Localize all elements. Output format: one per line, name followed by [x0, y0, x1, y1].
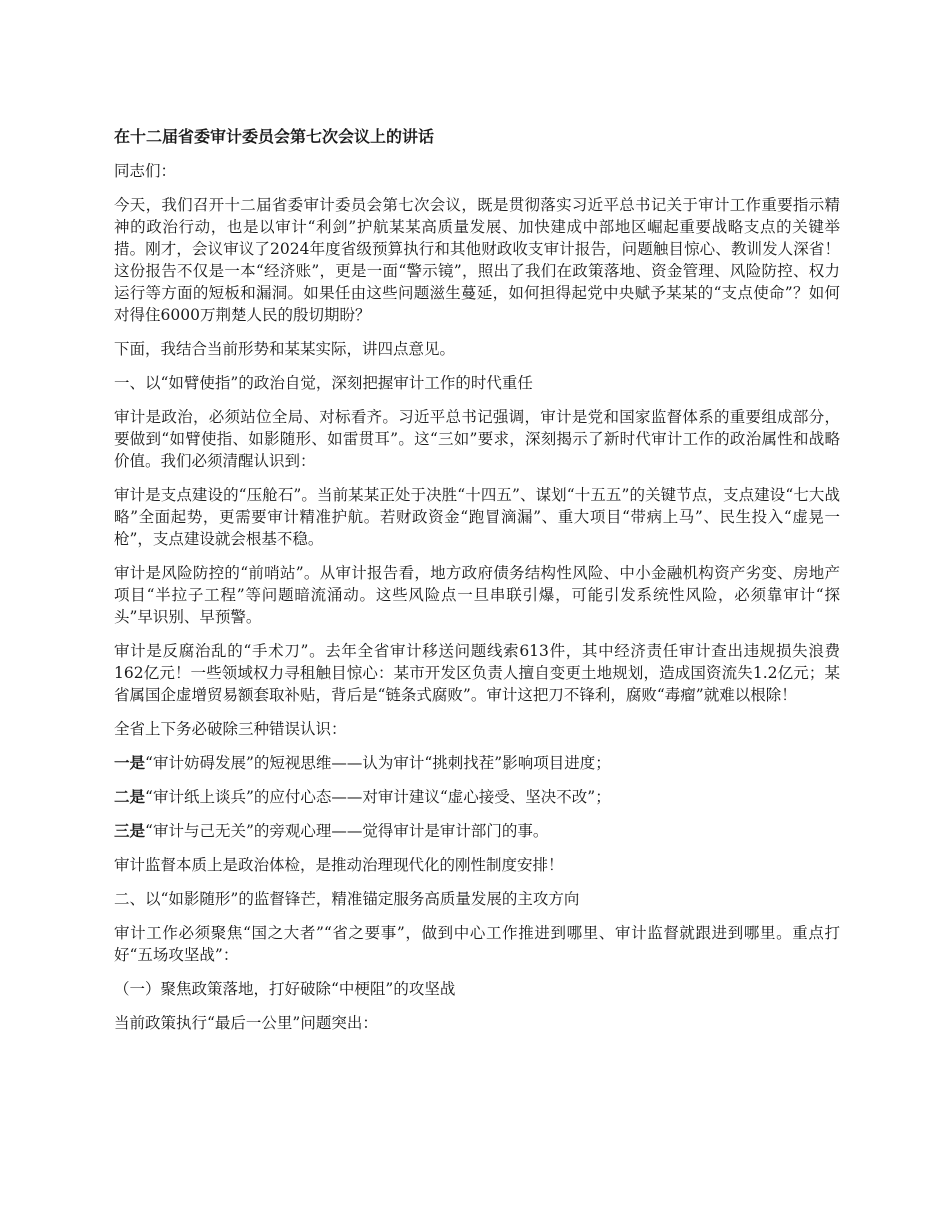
section-heading-1: 一、以“如臂使指”的政治自觉，深刻把握审计工作的时代重任 [114, 374, 533, 392]
misconception-3-lead: 三是 [114, 821, 146, 840]
paragraph-last-mile: 当前政策执行“最后一公里”问题突出： [114, 1014, 378, 1032]
misconception-1-text: “审计妨碍发展”的短视思维——认为审计“挑刺找茬”影响项目进度； [145, 754, 611, 772]
misconception-1 [114, 752, 840, 774]
paragraph-misconceptions-intro: 全省上下务必破除三种错误认识： [114, 720, 347, 738]
paragraph-outpost: 审计是风险防控的“前哨站”。从审计报告看，地方政府债务结构性风险、中小金融机构资产劣变、房地产项目“半拉子工程”等问题暗流涌动。这些风险点一旦串联引爆，可能引发系统性风险，必须靠审计“探头”早识别、早预警。 [114, 564, 840, 626]
misconception-3-text: “审计与己无关”的旁观心理——觉得审计是审计部门的事。 [145, 822, 549, 840]
misconception-2 [114, 786, 840, 808]
paragraph-outline: 下面，我结合当前形势和某某实际，讲四点意见。 [114, 340, 456, 358]
section-heading-2: 二、以“如影随形”的监督锋芒，精准锚定服务高质量发展的主攻方向 [114, 890, 580, 908]
paragraph-intro: 今天，我们召开十二届省委审计委员会第七次会议，既是贯彻落实习近平总书记关于审计工作重要指示精神的政治行动，也是以审计“利剑”护航某某高质量发展、加快建成中部地区崛起重要战略支点的关键举措。刚才，会议审议了2024年度省级预算执行和其他财政收支审计报告，问题触目惊心、教训发人深省！这份报告不仅是一本“经济账”，更是一面“警示镜”，照出了我们在政策落地、资金管理、风险防控、权力运行等方面的短板和漏洞。如果任由这些问题滋生蔓延，如何担得起党中央赋予某某的“支点使命”？如何对得住6000万荆楚人民的殷切期盼？ [114, 196, 840, 324]
paragraph-ballast: 审计是支点建设的“压舱石”。当前某某正处于决胜“十四五”、谋划“十五五”的关键节点，支点建设“七大战略”全面起势，更需要审计精准护航。若财政资金“跑冒滴漏”、重大项目“带病上马”、民生投入“虚晃一枪”，支点建设就会根基不稳。 [114, 486, 840, 548]
paragraph-audit-politics: 审计是政治，必须站位全局、对标看齐。习近平总书记强调，审计是党和国家监督体系的重要组成部分，要做到“如臂使指、如影随形、如雷贯耳”。这“三如”要求，深刻揭示了新时代审计工作的政治属性和战略价值。我们必须清醒认识到： [114, 408, 840, 470]
subsection-heading-1: （一）聚焦政策落地，打好破除“中梗阻”的攻坚战 [114, 980, 456, 998]
salutation: 同志们： [114, 162, 177, 180]
paragraph-political-checkup: 审计监督本质上是政治体检，是推动治理现代化的刚性制度安排！ [114, 856, 564, 874]
document-page [114, 126, 840, 1046]
misconception-2-text: “审计纸上谈兵”的应付心态——对审计建议“虚心接受、坚决不改”； [145, 788, 611, 806]
document-title: 在十二届省委审计委员会第七次会议上的讲话 [114, 127, 435, 146]
paragraph-five-battles: 审计工作必须聚焦“国之大者”“省之要事”，做到中心工作推进到哪里、审计监督就跟进到哪里。重点打好“五场攻坚战”： [114, 924, 840, 964]
misconception-2-lead: 二是 [114, 787, 146, 806]
paragraph-scalpel: 审计是反腐治乱的“手术刀”。去年全省审计移送问题线索613件，其中经济责任审计查出违规损失浪费162亿元！一些领域权力寻租触目惊心：某市开发区负责人擅自变更土地规划，造成国资流失1.2亿元；某省属国企虚增贸易额套取补贴，背后是“链条式腐败”。审计这把刀不锋利，腐败“毒瘤”就难以根除！ [114, 642, 840, 704]
misconception-1-lead: 一是 [114, 753, 146, 772]
misconception-3 [114, 820, 840, 842]
